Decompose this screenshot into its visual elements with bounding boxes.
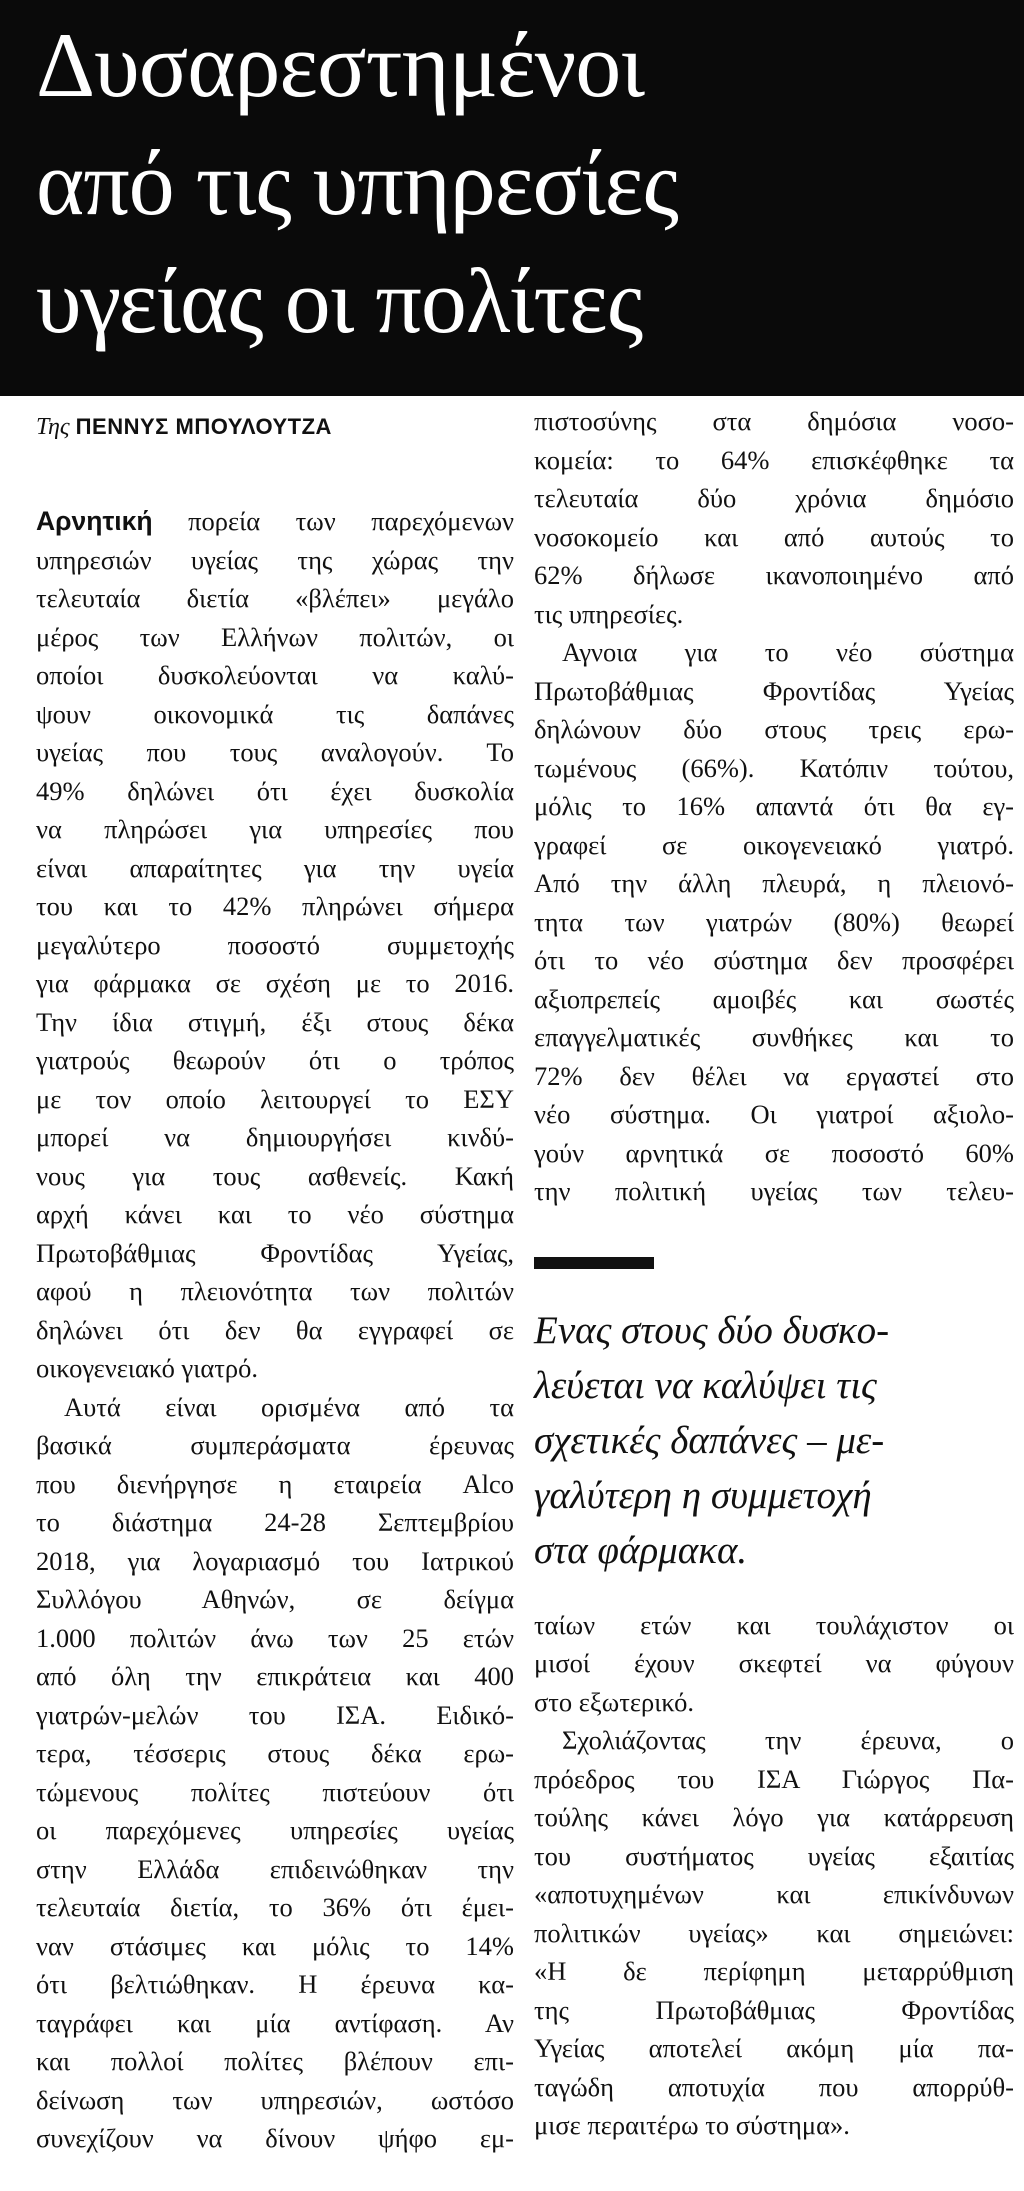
lead-rest: πορεία των παρεχόμενων [152,506,514,536]
article-line: μεγαλύτερο ποσοστό συμμετοχής [36,929,514,960]
article-line: 49% δηλώνει ότι έχει δυσκολία [36,775,514,806]
article-line: Σχολιάζοντας την έρευνα, ο [562,1725,1014,1755]
pull-quote-line: Ενας στους δύο δυσκο- [534,1308,890,1352]
headline-banner [0,0,1024,396]
pull-quote-line: σχετικές δαπάνες – με- [534,1418,885,1462]
article-line: βασικά συμπεράσματα έρευνας [36,1430,514,1460]
article-line: πολιτικών υγείας» και σημειώνει: [534,1917,1014,1948]
article-line: τελευταία διετία «βλέπει» μεγάλο [36,583,514,613]
article-line: νέο σύστημα. Οι γιατροί αξιολο- [534,1099,1014,1129]
pull-quote-line: λεύεται να καλύψει τις [534,1363,877,1407]
article-line: ταγώδη αποτυχία που απορρύθ- [534,2071,1014,2102]
article-line: τελευταία δύο χρόνια δημόσιο [534,483,1014,513]
article-column-right [534,402,1014,2145]
article-line: από όλη την επικράτεια και 400 [36,1661,514,1691]
article-line: είναι απαραίτητες για την υγεία [36,852,514,883]
article-line: οι παρεχόμενες υπηρεσίες υγείας [36,1815,514,1845]
article-line: Υγείας αποτελεί ακόμη μία πα- [534,2033,1014,2063]
article-line: μισοί έχουν σκεφτεί να φύγουν [534,1648,1014,1678]
article-line: Πρωτοβάθμιας Φροντίδας Υγείας, [36,1237,514,1268]
article-line: μισε περαιτέρω το σύστημα». [534,2110,850,2140]
article-line: δηλώνει ότι δεν θα εγγραφεί σε [36,1314,514,1345]
byline [36,402,514,452]
article-line: νους για τους ασθενείς. Κακή [36,1160,514,1191]
article-line: πιστοσύνης στα δημόσια νοσο- [534,406,1014,436]
article-body-right-top [534,402,1014,1211]
article-line: για φάρμακα σε σχέση με το 2016. [36,968,514,998]
pull-quote-line: στα φάρμακα. [534,1528,748,1572]
article-line: Συλλόγου Αθηνών, σε δείγμα [36,1584,514,1614]
article-line: αξιοπρεπείς αμοιβές και σωστές [534,983,1014,1014]
article-line: 62% δήλωσε ικανοποιημένο από [534,560,1014,590]
article-line: στο εξωτερικό. [534,1686,694,1717]
article-line: στην Ελλάδα επιδεινώθηκαν την [36,1853,514,1884]
article-line: τελευταία διετία, το 36% ότι έμει- [36,1892,514,1922]
article-line: οποίοι δυσκολεύονται να καλύ- [36,660,514,690]
article-line: ναν στάσιμες και μόλις το 14% [36,1930,514,1961]
article-line: το διάστημα 24-28 Σεπτεμβρίου [36,1507,514,1537]
headline-line: Δυσαρεστημένοι [36,14,645,116]
article-line: Την ίδια στιγμή, έξι στους δέκα [36,1006,514,1037]
article-line: αρχή κάνει και το νέο σύστημα [36,1199,514,1229]
pull-quote-line: γαλύτερη η συμμετοχή [534,1473,872,1517]
article-line: της Πρωτοβάθμιας Φροντίδας [534,1994,1014,2025]
pull-quote-rule [534,1257,654,1269]
article-body-right-bottom [534,1606,1014,2145]
article-line: γραφεί σε οικογενειακό γιατρό. [534,829,1014,860]
article-line: να πληρώσει για υπηρεσίες που [36,814,514,844]
article-line: Αυτά είναι ορισμένα από τα [64,1391,514,1422]
article-line: νοσοκομείο και από αυτούς το [534,521,1014,552]
article-line: την πολιτική υγείας των τελευ- [534,1176,1014,1206]
article-line: δείνωση των υπηρεσιών, ωστόσο [36,2084,514,2115]
byline-prefix: Της [36,414,70,440]
article-line: ότι το νέο σύστημα δεν προσφέρει [534,945,1014,975]
article-line: «αποτυχημένων και επικίνδυνων [534,1879,1014,1909]
article-line: γούν αρνητικά σε ποσοστό 60% [534,1137,1014,1168]
article-line: τώμενους πολίτες πιστεύουν ότι [36,1776,514,1807]
article-line: κομεία: το 64% επισκέφθηκε τα [534,444,1014,475]
pull-quote [534,1303,1014,1578]
article-line: δηλώνουν δύο στους τρεις ερω- [534,714,1014,744]
article-line: Αγνοια για το νέο σύστημα [562,637,1014,667]
article-line: 2018, για λογαριασμό του Ιατρικού [36,1545,514,1576]
article-line: συνεχίζουν να δίνουν ψήφο εμ- [36,2123,514,2153]
headline-line: από τις υπηρεσίες [36,132,678,234]
article-line: 72% δεν θέλει να εργαστεί στο [534,1060,1014,1091]
article-line: «Η δε περίφημη μεταρρύθμιση [534,1956,1014,1986]
article-line: υγείας που τους αναλογούν. Το [36,737,514,767]
headline-line: υγείας οι πολίτες [36,250,643,352]
article-line [36,502,514,541]
article-line: του και το 42% πληρώνει σήμερα [36,891,514,921]
article-line: γιατρούς θεωρούν ότι ο τρόπος [36,1045,514,1075]
article-body-left [36,541,514,2158]
lead-word: Αρνητική [36,506,153,536]
article-line: τις υπηρεσίες. [534,598,684,629]
article-line: τούλης κάνει λόγο για κατάρρευση [534,1802,1014,1832]
article-line: ότι βελτιώθηκαν. Η έρευνα κα- [36,1969,514,1999]
byline-author: ΠΕΝΝΥΣ ΜΠΟΥΛΟΥΤΖΑ [75,414,332,439]
article-line: τωμένους (66%). Κατόπιν τούτου, [534,752,1014,783]
article-line: Από την άλλη πλευρά, η πλειονό- [534,868,1014,898]
article-line: που διενήργησε η εταιρεία Alco [36,1468,514,1499]
article-line: Πρωτοβάθμιας Φροντίδας Υγείας [534,675,1014,706]
article-line: 1.000 πολιτών άνω των 25 ετών [36,1622,514,1653]
article-line: υπηρεσιών υγείας της χώρας την [36,544,514,575]
article-line: ψουν οικονομικά τις δαπάνες [36,698,514,729]
article-line: ταίων ετών και τουλάχιστον οι [534,1609,1014,1640]
article-line: μέρος των Ελλήνων πολιτών, οι [36,621,514,652]
article-line: μόλις το 16% απαντά ότι θα εγ- [534,791,1014,821]
article-line: τητα των γιατρών (80%) θεωρεί [534,906,1014,937]
article-line: οικογενειακό γιατρό. [36,1353,259,1383]
article-line: πρόεδρος του ΙΣΑ Γιώργος Πα- [534,1763,1014,1794]
article-column-left [36,402,514,2158]
article-line: αφού η πλειονότητα των πολιτών [36,1276,514,1306]
article-line: μπορεί να δημιουργήσει κινδύ- [36,1122,514,1152]
article-line: ταγράφει και μία αντίφαση. Αν [36,2007,514,2038]
article-line: και πολλοί πολίτες βλέπουν επι- [36,2046,514,2076]
article-line: γιατρών-μελών του ΙΣΑ. Ειδικό- [36,1699,514,1730]
headline [0,0,1024,360]
article-line: επαγγελματικές συνθήκες και το [534,1022,1014,1052]
article-line: με τον οποίο λειτουργεί το ΕΣΥ [36,1083,514,1114]
article-line: τερα, τέσσερις στους δέκα ερω- [36,1738,514,1768]
article-line: του συστήματος υγείας εξαιτίας [534,1840,1014,1871]
